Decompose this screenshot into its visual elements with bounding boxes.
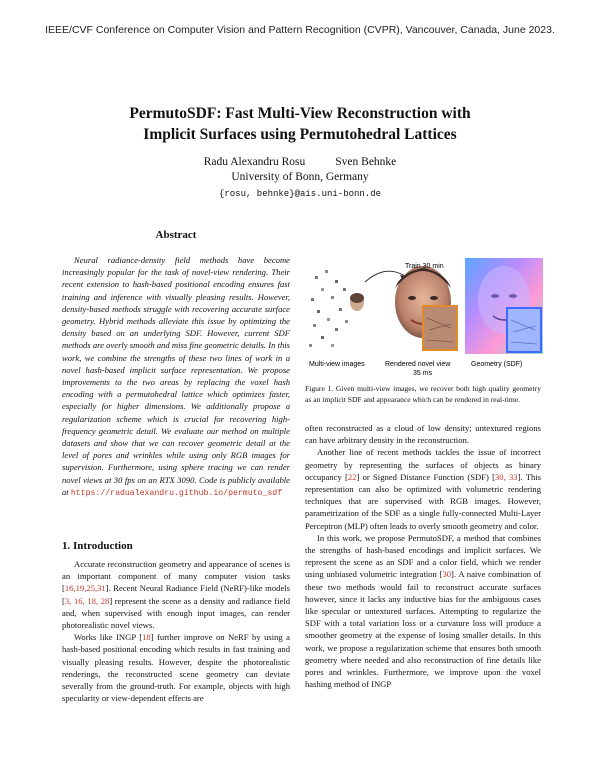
right-paragraph-1: often reconstructed as a cloud of low density; untextured regions can have arbitrary density in the reconstruction. — [305, 423, 541, 446]
affiliation: University of Bonn, Germany — [231, 171, 369, 183]
title-line-2: Implicit Surfaces using Permutohedral Lattices — [143, 126, 457, 143]
citation-link[interactable]: 18 — [142, 632, 151, 643]
abstract-heading: Abstract — [155, 229, 197, 241]
figure-caption: Figure 1. Given multi-view images, we recover both high quality geometry as an implicit SDF and appearance which can be rendered in real-time. — [305, 384, 541, 404]
intro-heading: 1. Introduction — [62, 540, 133, 552]
label-multiview: Multi-view images — [309, 361, 365, 368]
train-arrow — [365, 271, 405, 282]
conference-header: IEEE/CVF Conference on Computer Vision and Pattern Recognition (CVPR), Vancouver, Canada, June 2023. — [45, 24, 555, 36]
label-rendered-time: 35 ms — [413, 370, 433, 377]
right-column-body — [305, 422, 541, 690]
citation-link[interactable]: 30, 33 — [494, 471, 518, 482]
citation-link[interactable]: 30 — [442, 569, 452, 580]
code-link[interactable]: https://radualexandru.github.io/permuto_sdf — [70, 488, 283, 498]
intro-body — [62, 558, 290, 704]
train-label: Train 30 min — [405, 263, 444, 270]
author-1: Radu Alexandru Rosu — [203, 156, 306, 168]
teaser-figure — [305, 258, 545, 377]
intro-paragraph-1: Accurate reconstruction geometry and appearance of scenes is an important component of many computer vision tasks [16,19,25,31]. Recent Neural Radiance Field (NeRF)-like models [3, 16, 18, 28] represent the scene as a density and radiance field and, when supervised with enough input images, can render photorealistic novel views. — [62, 559, 291, 631]
citation-link[interactable]: 3, 16, 18, 28 — [64, 595, 110, 606]
right-paragraph-2: Another line of recent methods tackles the issue of incorrect geometry by representing the surfaces of objects as binary occupancy [22] or Signed Distance Function (SDF) [30, 33]. This representation can also be optimized with volumetric rendering techniques that are supervised with RGB images. However, parametrization of the SDF as a single fully-connected Multi-Layer Perceptron (MLP) often leads to overly smooth geometry and color. — [305, 447, 541, 531]
abstract-body — [62, 254, 290, 500]
label-rendered: Rendered novel view — [385, 361, 451, 368]
author-emails: {rosu, behnke}@ais.uni-bonn.de — [218, 189, 382, 199]
author-2: Sven Behnke — [335, 156, 397, 168]
geometry-sdf — [465, 258, 543, 354]
authors — [0, 155, 600, 170]
citation-link[interactable]: 16,19,25,31 — [64, 583, 106, 594]
label-geometry: Geometry (SDF) — [471, 361, 523, 368]
teaser-figure-graphic — [305, 258, 545, 382]
abstract-text: Neural radiance-density field methods have become increasingly popular for the task of novel-view rendering. Their recent extension to hash-based positional encoding ensures fast training and inference with visually pleasing results. However, density-based methods struggle with recovering accurate surface geometry. Hybrid methods alleviate this issue by optimizing the density based on an underlying SDF. However, current SDF methods are overly smooth and miss fine geometric details. In this work, we combine the strengths of these two lines of work in a novel hash-based implicit surface representation. We propose improvements to the two areas by replacing the voxel hash encoding with a permutohedral lattice which optimizes faster, especially for higher dimensions. We additionally propose a regularization scheme which is crucial for recovering high-frequency geometric detail. We evaluate our method on multiple datasets and show that we can recover geometric detail at the level of pores and wrinkles while using only RGB images for supervision. Furthermore, using sphere tracing we can render novel views at 30 fps on an RTX 3090. Code is publicly available at — [62, 255, 290, 497]
multiview-thumbnails — [309, 270, 364, 347]
citation-link[interactable]: 22 — [347, 471, 357, 482]
intro-paragraph-2: Works like INGP [18] further improve on NeRF by using a hash-based positional encoding which results in fast training and visually pleasing results. However, despite the photorealistic renderings, the reconstructed scene geometry can deviate severally from the ground-truth. For example, objects with high specularity or view-dependent effects are — [62, 632, 291, 704]
title-line-1: PermutoSDF: Fast Multi-View Reconstruction with — [129, 105, 471, 122]
paper-title — [0, 103, 600, 145]
right-paragraph-3: In this work, we propose PermutoSDF, a method that combines the strengths of hash-based encodings and implicit surfaces. We represent the scene as an SDF and a color field, which we render using unbiased volumetric integration [30]. A naive combination of these two methods would fail to reconstruct accurate surfaces however, since it lacks any inductive bias for the ambiguous cases like specular or untextured surfaces. Attempting to regularize the SDF with a total variation loss or a curvature loss will produce a smoother geometry at the expense of losing smaller details. In this work, we propose a regularization scheme that ensures both smooth geometry where needed and also reconstruction of fine details like pores and wrinkles. Furthermore, we improve upon the voxel hashing method of INGP — [305, 532, 541, 690]
rendered-face — [395, 266, 457, 350]
